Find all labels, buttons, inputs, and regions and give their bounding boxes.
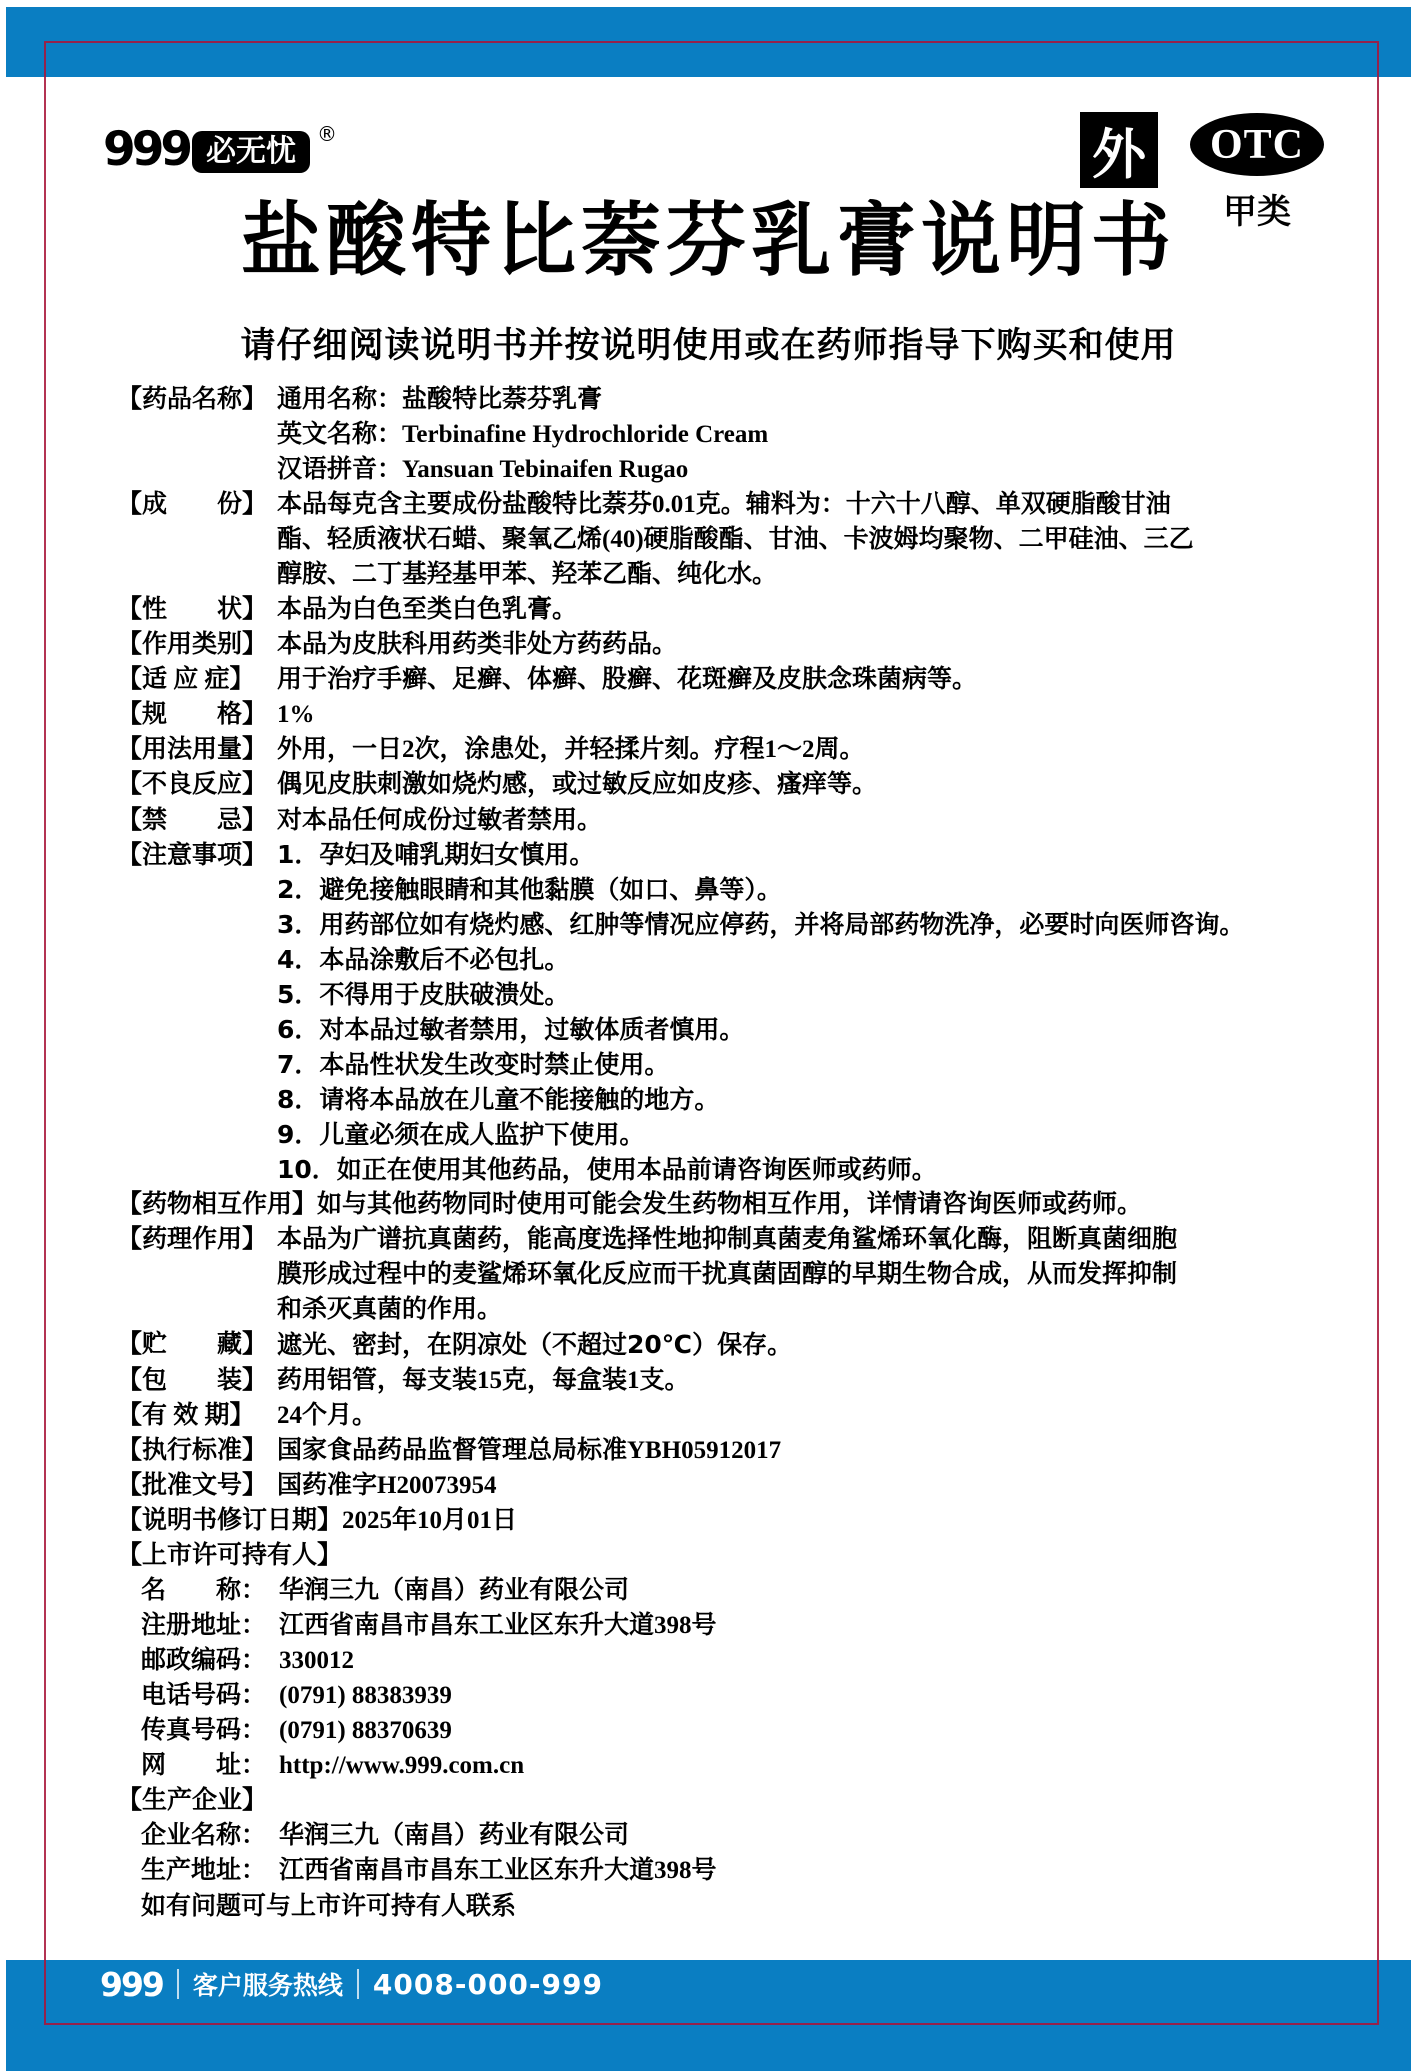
row-line: 本品为皮肤科用药类非处方药药品。 bbox=[277, 631, 678, 658]
spec-row bbox=[117, 732, 1357, 767]
row-line: 通用名称：盐酸特比萘芬乳膏 bbox=[277, 386, 603, 413]
row-line: 2．避免接触眼睛和其他黏膜（如口、鼻等）。 bbox=[277, 875, 782, 904]
row-label: 【注意事项】 bbox=[117, 840, 268, 869]
subrow-label: 电话号码： bbox=[141, 1682, 267, 1709]
row-label: 【药品名称】 bbox=[117, 386, 268, 413]
page-subtitle: 请仔细阅读说明书并按说明使用或在药师指导下购买和使用 bbox=[240, 326, 1177, 366]
row-line: 8．请将本品放在儿童不能接触的地方。 bbox=[277, 1085, 720, 1114]
external-use-badge: 外 bbox=[1080, 112, 1158, 188]
subrow-value: 华润三九（南昌）药业有限公司 bbox=[279, 1822, 630, 1849]
page-title: 盐酸特比萘芬乳膏说明书 bbox=[241, 198, 1176, 286]
row-line: 9．儿童必须在成人监护下使用。 bbox=[277, 1120, 645, 1149]
row-label: 【有 效 期】 bbox=[117, 1402, 255, 1429]
row-line: 膜形成过程中的麦鲨烯环氧化反应而干扰真菌固醇的早期生物合成，从而发挥抑制 bbox=[277, 1261, 1178, 1288]
row-value bbox=[277, 697, 1357, 732]
row-line bbox=[277, 1327, 1357, 1363]
row-line: 6．对本品过敏者禁用，过敏体质者慎用。 bbox=[277, 1015, 745, 1044]
row-label: 【说明书修订日期】 bbox=[117, 1507, 343, 1534]
row-line: 偶见皮肤刺激如烧灼感，或过敏反应如皮疹、瘙痒等。 bbox=[277, 771, 878, 798]
footer-hotline-number: 4008-000-999 bbox=[372, 1967, 603, 2001]
subrow-value: http://www.999.com.cn bbox=[279, 1752, 525, 1779]
row-label: 【规 格】 bbox=[117, 701, 268, 728]
row-line: 国家食品药品监督管理总局标准YBH05912017 bbox=[277, 1437, 782, 1464]
spec-row bbox=[117, 1222, 1357, 1327]
row-line: 本品为白色至类白色乳膏。 bbox=[277, 596, 578, 623]
row-value bbox=[277, 592, 1357, 627]
row-label: 【药物相互作用】 bbox=[117, 1191, 318, 1218]
subrow-value: 华润三九（南昌）药业有限公司 bbox=[279, 1577, 630, 1604]
row-label: 【成 份】 bbox=[117, 491, 268, 518]
spec-row bbox=[117, 1503, 1357, 1538]
row-label: 【上市许可持有人】 bbox=[117, 1542, 343, 1569]
row-value bbox=[277, 1222, 1357, 1327]
subrow-label: 网 址： bbox=[141, 1752, 267, 1779]
row-label: 【不良反应】 bbox=[117, 771, 268, 798]
spec-row bbox=[117, 1187, 1357, 1222]
subrow-value: 江西省南昌市昌东工业区东升大道398号 bbox=[279, 1857, 717, 1884]
row-label: 【包 装】 bbox=[117, 1367, 268, 1394]
row-value bbox=[277, 802, 1357, 837]
top-blue-bar bbox=[6, 7, 1411, 77]
spec-subrow bbox=[117, 1853, 1357, 1888]
subrow-label: 名 称： bbox=[141, 1577, 267, 1604]
registered-trademark-mark: ® bbox=[317, 122, 337, 146]
row-line: 国药准字H20073954 bbox=[277, 1472, 497, 1499]
subrow-value: 330012 bbox=[279, 1647, 354, 1674]
contact-note: 如有问题可与上市许可持有人联系 bbox=[141, 1891, 517, 1920]
row-line: 本品每克含主要成份盐酸特比萘芬0.01克。辅料为：十六十八醇、单双硬脂酸甘油 bbox=[277, 491, 1171, 518]
row-label: 【作用类别】 bbox=[117, 631, 268, 658]
spec-row bbox=[117, 697, 1357, 732]
row-value bbox=[277, 487, 1357, 592]
spec-row bbox=[117, 1327, 1357, 1363]
row-line: 醇胺、二丁基羟基甲苯、羟苯乙酯、纯化水。 bbox=[277, 561, 778, 588]
row-line: 5．不得用于皮肤破溃处。 bbox=[277, 980, 570, 1009]
row-label: 【禁 忌】 bbox=[117, 805, 268, 834]
row-line: 外用，一日2次，涂患处，并轻揉片刻。疗程1～2周。 bbox=[277, 736, 865, 763]
spec-row bbox=[117, 1363, 1357, 1398]
spec-row bbox=[117, 1468, 1357, 1503]
row-label: 【批准文号】 bbox=[117, 1472, 268, 1499]
spec-subrow bbox=[117, 1573, 1357, 1608]
row-value bbox=[277, 1398, 1357, 1433]
brand-999-logo: 999 bbox=[103, 122, 190, 177]
spec-subrow bbox=[117, 1643, 1357, 1678]
spec-row bbox=[117, 627, 1357, 662]
spec-subrow bbox=[117, 1678, 1357, 1713]
spec-row bbox=[117, 1398, 1357, 1433]
spec-row bbox=[117, 1783, 1357, 1818]
row-value bbox=[277, 1433, 1357, 1468]
row-label: 【性 状】 bbox=[117, 596, 268, 623]
spec-subrow bbox=[117, 1608, 1357, 1643]
brand-biwuyou-badge: 必无忧 bbox=[192, 131, 310, 173]
spec-row bbox=[117, 767, 1357, 802]
row-line: 本品为广谱抗真菌药，能高度选择性地抑制真菌麦角鲨烯环氧化酶，阻断真菌细胞 bbox=[277, 1226, 1178, 1253]
subrow-label: 传真号码： bbox=[141, 1717, 267, 1744]
subrow-label: 企业名称： bbox=[141, 1822, 267, 1849]
spec-row bbox=[117, 662, 1357, 697]
spec-subrow bbox=[117, 1713, 1357, 1748]
row-line: 7．本品性状发生改变时禁止使用。 bbox=[277, 1050, 670, 1079]
row-line: 1% bbox=[277, 701, 315, 728]
row-label: 【执行标准】 bbox=[117, 1437, 268, 1464]
footer-hotline-label: 客户服务热线 bbox=[192, 1971, 343, 2000]
row-line: 药用铝管，每支装15克，每盒装1支。 bbox=[277, 1367, 690, 1394]
row-value bbox=[277, 767, 1357, 802]
spec-row bbox=[117, 382, 1357, 487]
spec-row bbox=[117, 592, 1357, 627]
subrow-value: (0791) 88370639 bbox=[279, 1717, 452, 1744]
row-value bbox=[277, 732, 1357, 767]
row-line: 对本品任何成份过敏者禁用。 bbox=[277, 805, 603, 834]
row-value bbox=[277, 1327, 1357, 1363]
subrow-label: 邮政编码： bbox=[141, 1647, 267, 1674]
row-label: 【药理作用】 bbox=[117, 1226, 268, 1253]
row-line: 用于治疗手癣、足癣、体癣、股癣、花斑癣及皮肤念珠菌病等。 bbox=[277, 666, 978, 693]
row-line: 24个月。 bbox=[277, 1402, 378, 1429]
row-label: 【用法用量】 bbox=[117, 736, 268, 763]
subrow-label: 生产地址： bbox=[141, 1857, 267, 1884]
spec-subrow bbox=[117, 1748, 1357, 1783]
subrow-value: 江西省南昌市昌东工业区东升大道398号 bbox=[279, 1612, 717, 1639]
spec-subrow bbox=[117, 1818, 1357, 1853]
row-line: 4．本品涂敷后不必包扎。 bbox=[277, 945, 570, 974]
footer-hotline bbox=[100, 1966, 603, 2002]
row-value bbox=[277, 662, 1357, 697]
row-line: 酯、轻质液状石蜡、聚氧乙烯(40)硬脂酸酯、甘油、卡波姆均聚物、二甲硅油、三乙 bbox=[277, 526, 1194, 553]
spec-body bbox=[117, 382, 1357, 1923]
plain-text: 保存。 bbox=[717, 1332, 793, 1359]
row-line: 1．孕妇及哺乳期妇女慎用。 bbox=[277, 840, 595, 869]
row-line: 汉语拼音：Yansuan Tebinaifen Rugao bbox=[277, 456, 689, 483]
row-line: 英文名称：Terbinafine Hydrochloride Cream bbox=[277, 421, 769, 448]
spec-row bbox=[117, 1538, 1357, 1573]
row-value bbox=[277, 627, 1357, 662]
emphasized-text: （不超过20℃） bbox=[527, 1330, 718, 1359]
row-label: 【生产企业】 bbox=[117, 1787, 268, 1814]
spec-row bbox=[117, 1433, 1357, 1468]
row-value bbox=[277, 1363, 1357, 1398]
otc-badge: OTC bbox=[1190, 113, 1324, 176]
row-line: 和杀灭真菌的作用。 bbox=[277, 1296, 503, 1323]
row-value bbox=[277, 1468, 1357, 1503]
row-value: 2025年10月01日 bbox=[342, 1507, 518, 1534]
subrow-label: 注册地址： bbox=[141, 1612, 267, 1639]
footer-divider bbox=[357, 1969, 359, 1999]
footer-brand-999: 999 bbox=[100, 1964, 163, 2004]
spec-row bbox=[117, 837, 1357, 1187]
footer-divider bbox=[177, 1969, 179, 1999]
spec-row bbox=[117, 802, 1357, 837]
subrow-value: (0791) 88383939 bbox=[279, 1682, 452, 1709]
row-label: 【适 应 症】 bbox=[117, 666, 255, 693]
plain-text: 遮光、密封，在阴凉处 bbox=[277, 1332, 528, 1359]
row-value bbox=[277, 837, 1357, 1187]
spec-row bbox=[117, 487, 1357, 592]
row-label: 【贮 藏】 bbox=[117, 1331, 268, 1358]
otc-class-label: 甲类 bbox=[1223, 192, 1291, 232]
row-line: 3．用药部位如有烧灼感、红肿等情况应停药，并将局部药物洗净，必要时向医师咨询。 bbox=[277, 910, 1245, 939]
row-line: 10．如正在使用其他药品，使用本品前请咨询医师或药师。 bbox=[277, 1155, 937, 1184]
row-value bbox=[277, 382, 1357, 487]
row-value: 如与其他药物同时使用可能会发生药物相互作用，详情请咨询医师或药师。 bbox=[317, 1191, 1143, 1218]
